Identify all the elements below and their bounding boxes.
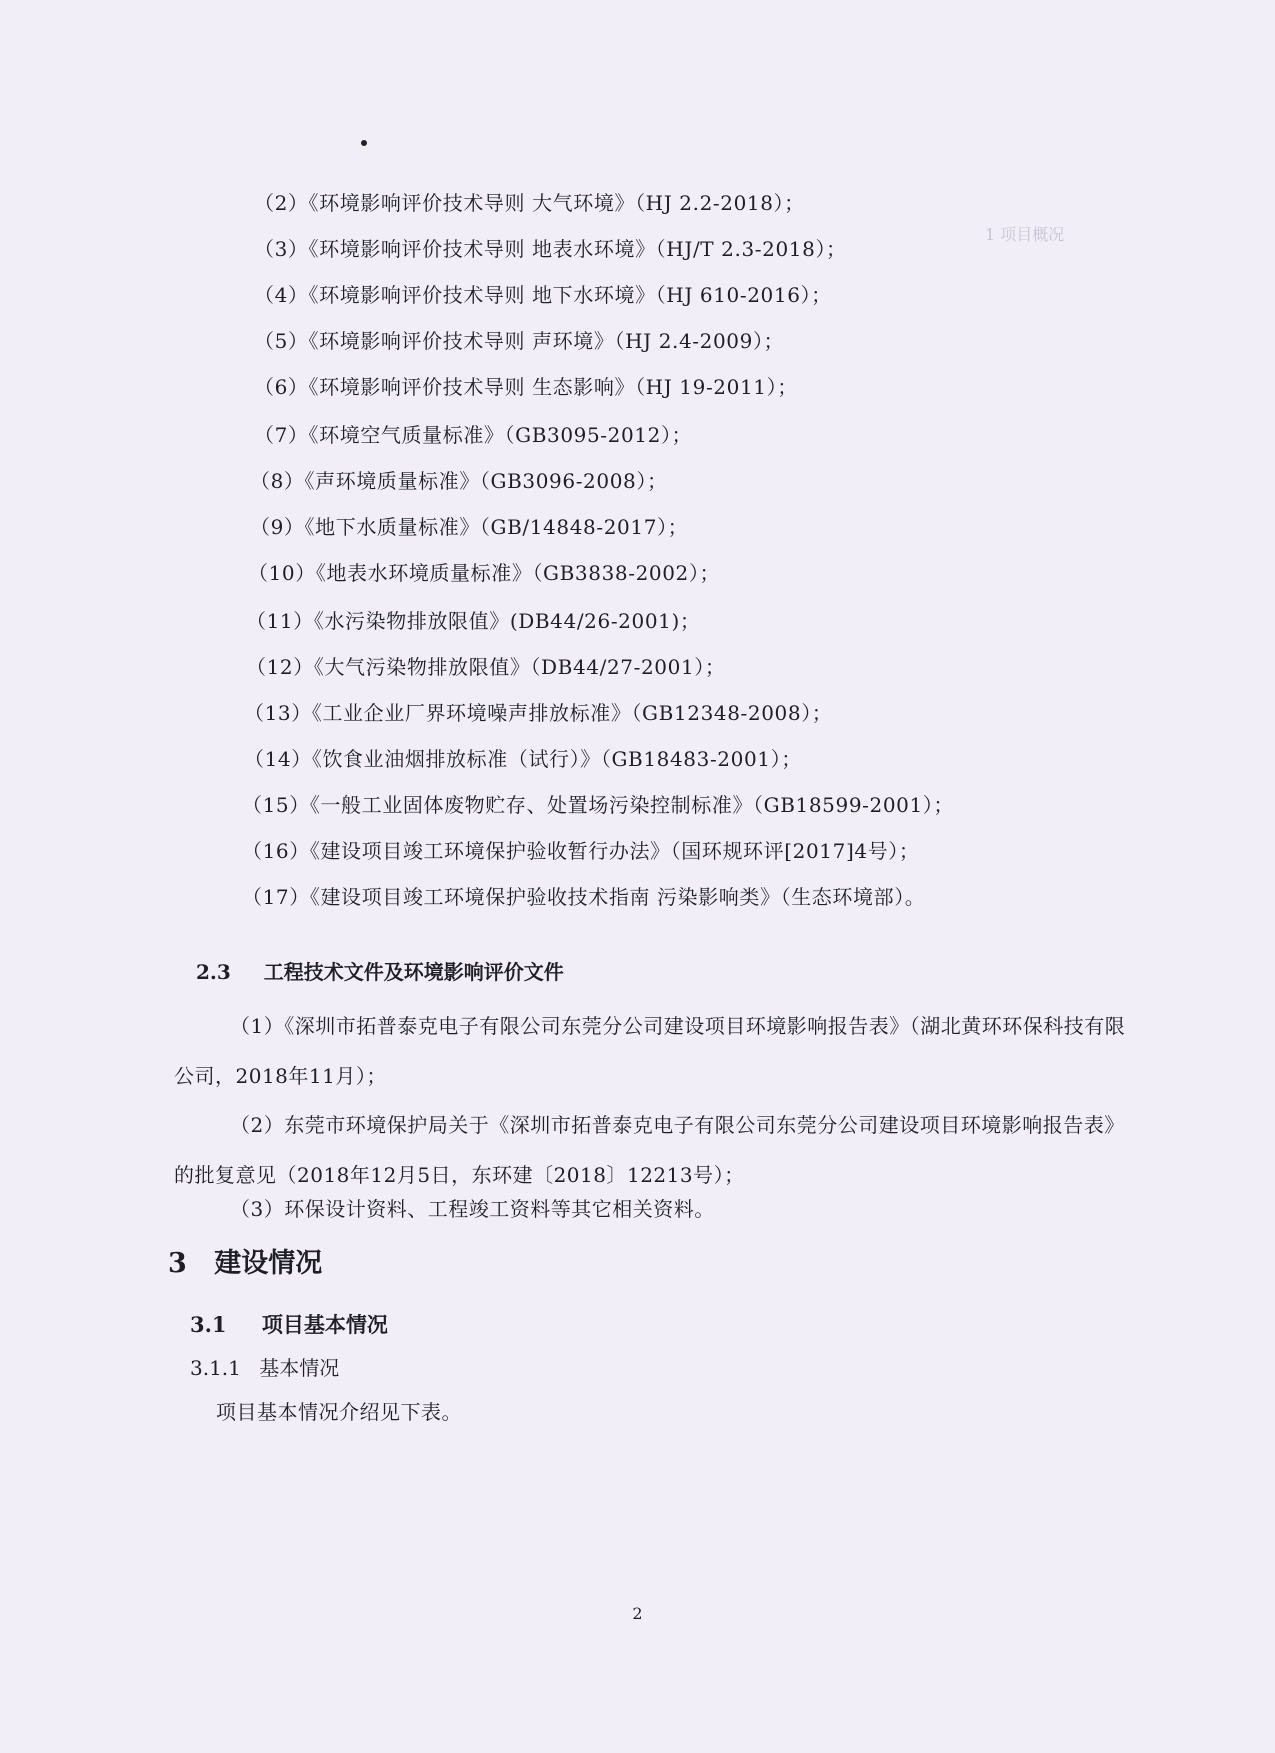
- standard-item: （8）《声环境质量标准》（GB3096-2008）；: [250, 469, 668, 493]
- section-3-1-heading: [190, 1309, 388, 1339]
- bleed-through-text: 1 项目概况: [985, 225, 1065, 244]
- section-3-1-1-heading: [190, 1352, 339, 1381]
- section-number: 3: [168, 1248, 187, 1279]
- standard-item: （9）《地下水质量标准》（GB/14848-2017）；: [250, 515, 689, 539]
- standard-item: （12）《大气污染物排放限值》（DB44/27-2001）；: [246, 655, 726, 679]
- section-3-heading: [168, 1241, 322, 1280]
- ink-dot: [361, 140, 367, 146]
- standard-item: （16）《建设项目竣工环境保护验收暂行办法》（国环规环评[2017]4号）；: [242, 839, 920, 863]
- intro-text: 项目基本情况介绍见下表。: [216, 1400, 462, 1424]
- standard-item: （17）《建设项目竣工环境保护验收技术指南 污染影响类》（生态环境部）。: [242, 885, 926, 909]
- standard-item: （4）《环境影响评价技术导则 地下水环境》（HJ 610-2016）；: [254, 283, 832, 307]
- section-number: 3.1: [190, 1312, 227, 1337]
- reference-paragraph: （1）《深圳市拓普泰克电子有限公司东莞分公司建设项目环境影响报告表》（湖北黄环环保科技有限公司，2018年11月）；: [174, 1014, 1126, 1088]
- standard-item: （6）《环境影响评价技术导则 生态影响》（HJ 19-2011）；: [254, 375, 798, 399]
- standard-item: （14）《饮食业油烟排放标准（试行）》（GB18483-2001）；: [244, 747, 802, 771]
- section-number: 3.1.1: [190, 1356, 241, 1380]
- section-title: 工程技术文件及环境影响评价文件: [263, 960, 564, 984]
- standard-item: （15）《一般工业固体废物贮存、处置场污染控制标准》（GB18599-2001）；: [242, 793, 955, 817]
- standard-item: （2）《环境影响评价技术导则 大气环境》（HJ 2.2-2018）；: [254, 191, 805, 215]
- reference-paragraph: （3）环保设计资料、工程竣工资料等其它相关资料。: [230, 1197, 715, 1221]
- standard-item: （5）《环境影响评价技术导则 声环境》（HJ 2.4-2009）；: [254, 329, 785, 353]
- page-number: 2: [632, 1604, 643, 1623]
- standard-item: （3）《环境影响评价技术导则 地表水环境》（HJ/T 2.3-2018）；: [254, 237, 847, 261]
- section-number: 2.3: [196, 960, 231, 984]
- standard-item: （10）《地表水环境质量标准》（GB3838-2002）；: [248, 561, 721, 585]
- section-title: 基本情况: [259, 1356, 340, 1380]
- standard-item: （13）《工业企业厂界环境噪声排放标准》（GB12348-2008）；: [244, 701, 833, 725]
- standard-item: （7）《环境空气质量标准》（GB3095-2012）；: [254, 423, 693, 447]
- section-title: 项目基本情况: [261, 1312, 388, 1337]
- section-title: 建设情况: [214, 1248, 323, 1279]
- reference-paragraph: （2）东莞市环境保护局关于《深圳市拓普泰克电子有限公司东莞分公司建设项目环境影响报告表》的批复意见（2018年12月5日，东环建〔2018〕12213号）；: [174, 1113, 1125, 1187]
- section-2-3-heading: [196, 956, 564, 985]
- standard-item: （11）《水污染物排放限值》(DB44/26-2001)；: [246, 609, 701, 633]
